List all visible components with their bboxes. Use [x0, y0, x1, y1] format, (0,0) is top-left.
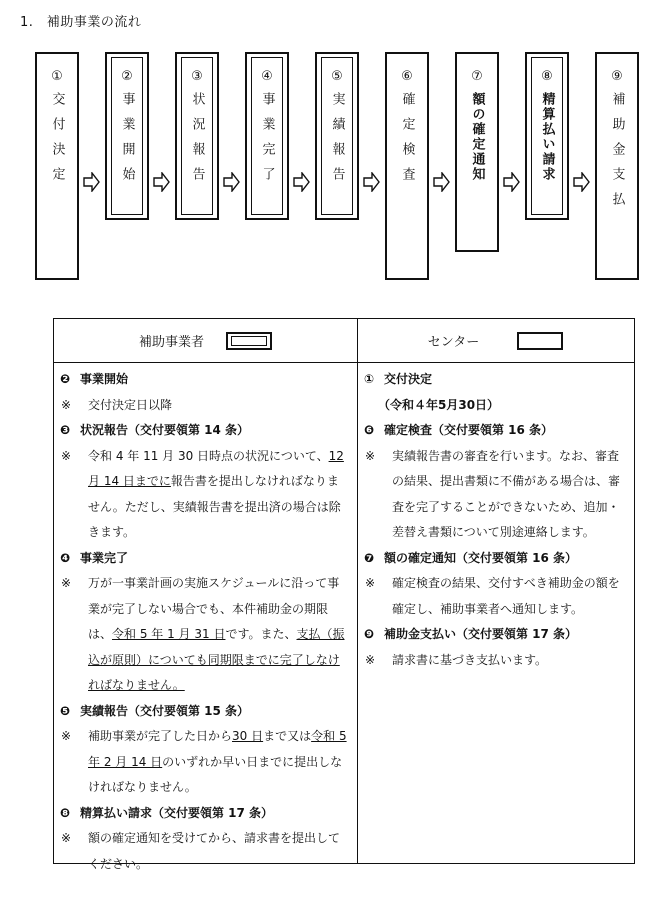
note — [60, 444, 350, 546]
item-title: 確定検査（交付要領第 16 条） — [384, 423, 554, 437]
item-business-start — [60, 367, 350, 393]
flow-step-label: 精算払い請求 — [539, 92, 555, 182]
note — [60, 393, 350, 419]
flow-step-number: ④ — [261, 69, 273, 84]
note-mark: ※ — [61, 397, 72, 412]
flow-step-label: 額の確定通知 — [469, 92, 485, 182]
item-title: 実績報告（交付要領第 15 条） — [80, 703, 250, 718]
underlined-deadline: 令和 5 年 2 月 14 日 — [88, 729, 347, 769]
note — [60, 571, 350, 699]
item-grant-decision — [364, 367, 629, 393]
note — [364, 648, 629, 674]
note-text: 実績報告書の審査を行います。なお、審査の結果、提出書類に不備がある場合は、審査を完了することができないため、追加・差替え書類について別途連絡します。 — [392, 448, 621, 539]
item-title: 額の確定通知（交付要領第 16 条） — [384, 550, 578, 565]
item-amount-notice — [364, 546, 629, 572]
header-applicant — [54, 319, 357, 362]
note — [60, 826, 350, 877]
flow-step-number: ③ — [191, 69, 203, 84]
arrow-right-icon — [83, 172, 100, 192]
underlined-deadline: 12 月 14 日までに — [88, 448, 344, 488]
item-performance-report — [60, 699, 350, 725]
underlined-deadline: 30 日 — [232, 729, 264, 743]
header-center — [357, 319, 634, 362]
note — [60, 724, 350, 801]
step-number: ❻ — [364, 423, 375, 437]
item-title: 事業完了 — [80, 550, 129, 565]
center-column — [364, 367, 629, 673]
flow-step-2 — [105, 52, 149, 220]
flow-step-3 — [175, 52, 219, 220]
flow-step-9 — [595, 52, 639, 280]
step-number: ❾ — [364, 627, 375, 641]
header-center-label: センター — [427, 335, 480, 350]
flow-step-label: 確定検査 — [399, 92, 415, 192]
note-mark: ※ — [61, 831, 72, 845]
flow-step-label: 補助金支払 — [609, 92, 625, 217]
arrow-right-icon — [223, 172, 240, 192]
step-number: ❽ — [60, 805, 71, 820]
note-text — [88, 444, 350, 546]
flow-step-number: ⑧ — [541, 69, 553, 84]
item-business-complete — [60, 546, 350, 572]
flow-step-number: ② — [121, 69, 133, 84]
flow-step-8 — [525, 52, 569, 220]
item-title: 交付決定 — [384, 372, 433, 386]
note-segment: 報告書を提出しなければなりません。ただし、実績報告書を提出済の場合は除きます。 — [88, 474, 341, 539]
arrow-right-icon — [153, 172, 170, 192]
note-mark: ※ — [61, 729, 72, 743]
flow-step-number: ⑨ — [611, 69, 623, 84]
note-text: 交付決定日以降 — [88, 397, 173, 412]
note-segment: 令和 4 年 11 月 30 日時点の状況について、 — [88, 448, 329, 463]
item-title: 補助金支払い（交付要領第 17 条） — [384, 627, 578, 641]
note-mark: ※ — [365, 448, 376, 463]
flow-step-label: 事業完了 — [259, 92, 275, 192]
flow-step-number: ⑤ — [331, 69, 343, 84]
arrow-right-icon — [433, 172, 450, 192]
note — [364, 444, 629, 546]
step-number: ❺ — [60, 703, 71, 718]
item-final-inspection — [364, 418, 629, 444]
arrow-right-icon — [503, 172, 520, 192]
single-box-legend-icon — [517, 332, 563, 350]
item-settlement-request — [60, 801, 350, 827]
note-segment: のいずれか早い日までに提出しなければなりません。 — [88, 754, 343, 794]
arrow-right-icon — [363, 172, 380, 192]
item-title: 精算払い請求（交付要領第 17 条） — [80, 805, 274, 820]
flow-step-number: ⑦ — [471, 69, 483, 84]
table-header — [54, 319, 634, 363]
flow-step-number: ⑥ — [401, 69, 413, 84]
grant-decision-date: （令和４年5月30日） — [378, 397, 500, 412]
note-mark: ※ — [61, 448, 72, 463]
flow-diagram — [35, 52, 645, 287]
flow-step-number: ① — [51, 69, 63, 84]
note-segment: 補助事業が完了した日から — [88, 729, 233, 743]
note-mark: ※ — [61, 576, 72, 590]
note-mark: ※ — [365, 652, 376, 667]
responsibility-table — [53, 318, 635, 871]
note-text — [88, 571, 350, 699]
step-number: ❷ — [60, 372, 71, 386]
note-text: 確定検査の結果、交付すべき補助金の額を確定し、補助事業者へ通知します。 — [392, 576, 620, 616]
note-text — [88, 724, 350, 801]
double-box-legend-icon — [226, 332, 272, 350]
underlined-deadline: 支払（振込が原則）についても同期限までに完了しなければなりません。 — [88, 627, 345, 692]
column-divider — [357, 319, 358, 863]
applicant-column — [60, 367, 350, 877]
item-status-report — [60, 418, 350, 444]
item-title: 事業開始 — [80, 372, 129, 386]
note-text: 請求書に基づき支払います。 — [392, 652, 548, 667]
section-heading: 1. 補助事業の流れ — [20, 15, 142, 30]
flow-step-4 — [245, 52, 289, 220]
flow-step-7 — [455, 52, 499, 252]
arrow-right-icon — [573, 172, 590, 192]
note-segment: まで又は — [263, 729, 312, 743]
item-grant-payment — [364, 622, 629, 648]
flow-step-label: 状況報告 — [189, 92, 205, 192]
note-segment: 万が一事業計画の実施スケジュールに沿って事業が完了しない場合でも、本件補助金の期限は、 — [88, 576, 340, 641]
item-title: 状況報告（交付要領第 14 条） — [80, 423, 250, 437]
flow-step-1 — [35, 52, 79, 280]
step-number: ❸ — [60, 423, 71, 437]
step-number: ① — [364, 372, 375, 386]
flow-step-6 — [385, 52, 429, 280]
flow-step-label: 交付決定 — [49, 92, 65, 192]
step-number: ❹ — [60, 550, 71, 565]
header-applicant-label: 補助事業者 — [138, 335, 204, 350]
step-number: ❼ — [364, 550, 375, 565]
note-segment: です。また、 — [225, 627, 297, 641]
note — [364, 571, 629, 622]
arrow-right-icon — [293, 172, 310, 192]
flow-step-label: 実績報告 — [329, 92, 345, 192]
flow-step-5 — [315, 52, 359, 220]
note-mark: ※ — [365, 576, 376, 590]
note-text: 額の確定通知を受けてから、請求書を提出してください。 — [88, 831, 341, 871]
underlined-deadline: 令和 5 年 1 月 31 日 — [112, 627, 226, 641]
flow-step-label: 事業開始 — [119, 92, 135, 192]
